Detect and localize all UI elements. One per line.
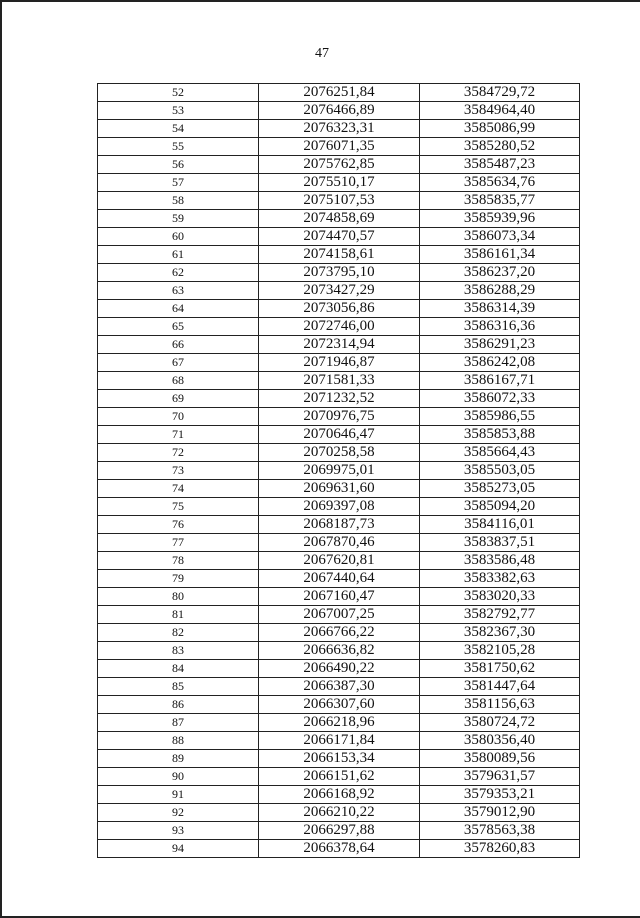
table-row [98,498,580,516]
x-coordinate-cell: 2076071,35 [259,138,420,156]
y-coordinate-cell: 3582367,30 [420,624,580,642]
point-number-cell: 61 [98,246,259,264]
x-coordinate-cell: 2067620,81 [259,552,420,570]
point-number-cell: 87 [98,714,259,732]
y-coordinate-cell: 3584116,01 [420,516,580,534]
x-coordinate-cell: 2067870,46 [259,534,420,552]
x-coordinate-cell: 2072314,94 [259,336,420,354]
table-row [98,516,580,534]
point-number-cell: 94 [98,840,259,858]
point-number-cell: 54 [98,120,259,138]
x-coordinate-cell: 2066151,62 [259,768,420,786]
point-number-cell: 93 [98,822,259,840]
y-coordinate-cell: 3583382,63 [420,570,580,588]
y-coordinate-cell: 3585503,05 [420,462,580,480]
point-number-cell: 59 [98,210,259,228]
table-row [98,336,580,354]
point-number-cell: 80 [98,588,259,606]
x-coordinate-cell: 2066297,88 [259,822,420,840]
point-number-cell: 64 [98,300,259,318]
y-coordinate-cell: 3586316,36 [420,318,580,336]
x-coordinate-cell: 2075762,85 [259,156,420,174]
table-row [98,804,580,822]
point-number-cell: 88 [98,732,259,750]
table-row [98,822,580,840]
point-number-cell: 79 [98,570,259,588]
point-number-cell: 73 [98,462,259,480]
x-coordinate-cell: 2071946,87 [259,354,420,372]
x-coordinate-cell: 2066307,60 [259,696,420,714]
point-number-cell: 83 [98,642,259,660]
y-coordinate-cell: 3585086,99 [420,120,580,138]
table-row [98,174,580,192]
table-row [98,408,580,426]
x-coordinate-cell: 2070646,47 [259,426,420,444]
table-row [98,192,580,210]
y-coordinate-cell: 3584729,72 [420,84,580,102]
point-number-cell: 81 [98,606,259,624]
point-number-cell: 85 [98,678,259,696]
y-coordinate-cell: 3583837,51 [420,534,580,552]
x-coordinate-cell: 2073795,10 [259,264,420,282]
point-number-cell: 66 [98,336,259,354]
table-row [98,552,580,570]
point-number-cell: 67 [98,354,259,372]
point-number-cell: 63 [98,282,259,300]
x-coordinate-cell: 2069397,08 [259,498,420,516]
table-row [98,264,580,282]
x-coordinate-cell: 2066168,92 [259,786,420,804]
point-number-cell: 84 [98,660,259,678]
point-number-cell: 75 [98,498,259,516]
point-number-cell: 57 [98,174,259,192]
table-row [98,210,580,228]
point-number-cell: 71 [98,426,259,444]
y-coordinate-cell: 3582792,77 [420,606,580,624]
x-coordinate-cell: 2066387,30 [259,678,420,696]
y-coordinate-cell: 3579631,57 [420,768,580,786]
y-coordinate-cell: 3585094,20 [420,498,580,516]
x-coordinate-cell: 2067440,64 [259,570,420,588]
point-number-cell: 72 [98,444,259,462]
point-number-cell: 90 [98,768,259,786]
point-number-cell: 52 [98,84,259,102]
y-coordinate-cell: 3584964,40 [420,102,580,120]
table-row [98,372,580,390]
x-coordinate-cell: 2075107,53 [259,192,420,210]
table-row [98,318,580,336]
table-row [98,786,580,804]
y-coordinate-cell: 3583020,33 [420,588,580,606]
y-coordinate-cell: 3586288,29 [420,282,580,300]
y-coordinate-cell: 3581750,62 [420,660,580,678]
table-row [98,840,580,858]
x-coordinate-cell: 2075510,17 [259,174,420,192]
table-row [98,462,580,480]
point-number-cell: 55 [98,138,259,156]
table-row [98,282,580,300]
point-number-cell: 74 [98,480,259,498]
table-row [98,120,580,138]
table-row [98,642,580,660]
point-number-cell: 92 [98,804,259,822]
table-row [98,534,580,552]
point-number-cell: 76 [98,516,259,534]
x-coordinate-cell: 2076251,84 [259,84,420,102]
x-coordinate-cell: 2071232,52 [259,390,420,408]
x-coordinate-cell: 2071581,33 [259,372,420,390]
y-coordinate-cell: 3585487,23 [420,156,580,174]
x-coordinate-cell: 2073427,29 [259,282,420,300]
point-number-cell: 68 [98,372,259,390]
table-row [98,678,580,696]
table-row [98,138,580,156]
coordinates-table [97,83,580,858]
y-coordinate-cell: 3585273,05 [420,480,580,498]
y-coordinate-cell: 3581447,64 [420,678,580,696]
table-row [98,444,580,462]
table-row [98,102,580,120]
y-coordinate-cell: 3578260,83 [420,840,580,858]
y-coordinate-cell: 3585986,55 [420,408,580,426]
x-coordinate-cell: 2069631,60 [259,480,420,498]
x-coordinate-cell: 2074858,69 [259,210,420,228]
y-coordinate-cell: 3578563,38 [420,822,580,840]
y-coordinate-cell: 3580089,56 [420,750,580,768]
y-coordinate-cell: 3586291,23 [420,336,580,354]
y-coordinate-cell: 3585280,52 [420,138,580,156]
x-coordinate-cell: 2068187,73 [259,516,420,534]
point-number-cell: 86 [98,696,259,714]
table-row [98,354,580,372]
table-row [98,588,580,606]
table-row [98,246,580,264]
y-coordinate-cell: 3585939,96 [420,210,580,228]
table-row [98,732,580,750]
x-coordinate-cell: 2076466,89 [259,102,420,120]
y-coordinate-cell: 3586161,34 [420,246,580,264]
table-row [98,84,580,102]
y-coordinate-cell: 3582105,28 [420,642,580,660]
table-row [98,480,580,498]
y-coordinate-cell: 3586167,71 [420,372,580,390]
point-number-cell: 65 [98,318,259,336]
table-row [98,660,580,678]
table-row [98,768,580,786]
x-coordinate-cell: 2076323,31 [259,120,420,138]
x-coordinate-cell: 2074470,57 [259,228,420,246]
x-coordinate-cell: 2066490,22 [259,660,420,678]
point-number-cell: 58 [98,192,259,210]
point-number-cell: 62 [98,264,259,282]
y-coordinate-cell: 3586073,34 [420,228,580,246]
y-coordinate-cell: 3585835,77 [420,192,580,210]
table-row [98,714,580,732]
x-coordinate-cell: 2073056,86 [259,300,420,318]
y-coordinate-cell: 3583586,48 [420,552,580,570]
y-coordinate-cell: 3585853,88 [420,426,580,444]
x-coordinate-cell: 2067160,47 [259,588,420,606]
point-number-cell: 69 [98,390,259,408]
table-row [98,570,580,588]
x-coordinate-cell: 2067007,25 [259,606,420,624]
y-coordinate-cell: 3586314,39 [420,300,580,318]
point-number-cell: 70 [98,408,259,426]
point-number-cell: 91 [98,786,259,804]
y-coordinate-cell: 3586242,08 [420,354,580,372]
y-coordinate-cell: 3581156,63 [420,696,580,714]
x-coordinate-cell: 2070976,75 [259,408,420,426]
y-coordinate-cell: 3579012,90 [420,804,580,822]
y-coordinate-cell: 3585634,76 [420,174,580,192]
table-row [98,228,580,246]
table-row [98,696,580,714]
y-coordinate-cell: 3580356,40 [420,732,580,750]
point-number-cell: 82 [98,624,259,642]
table-row [98,426,580,444]
x-coordinate-cell: 2070258,58 [259,444,420,462]
x-coordinate-cell: 2074158,61 [259,246,420,264]
point-number-cell: 53 [98,102,259,120]
x-coordinate-cell: 2066218,96 [259,714,420,732]
table-row [98,156,580,174]
x-coordinate-cell: 2066210,22 [259,804,420,822]
x-coordinate-cell: 2072746,00 [259,318,420,336]
table-row [98,300,580,318]
x-coordinate-cell: 2066171,84 [259,732,420,750]
table-row [98,624,580,642]
table-row [98,606,580,624]
point-number-cell: 78 [98,552,259,570]
table-row [98,390,580,408]
x-coordinate-cell: 2066153,34 [259,750,420,768]
point-number-cell: 56 [98,156,259,174]
y-coordinate-cell: 3580724,72 [420,714,580,732]
coordinates-table-body [98,84,580,858]
x-coordinate-cell: 2066766,22 [259,624,420,642]
table-row [98,750,580,768]
point-number-cell: 89 [98,750,259,768]
y-coordinate-cell: 3579353,21 [420,786,580,804]
page-number: 47 [315,46,329,61]
x-coordinate-cell: 2069975,01 [259,462,420,480]
y-coordinate-cell: 3585664,43 [420,444,580,462]
x-coordinate-cell: 2066636,82 [259,642,420,660]
point-number-cell: 60 [98,228,259,246]
x-coordinate-cell: 2066378,64 [259,840,420,858]
y-coordinate-cell: 3586237,20 [420,264,580,282]
point-number-cell: 77 [98,534,259,552]
y-coordinate-cell: 3586072,33 [420,390,580,408]
